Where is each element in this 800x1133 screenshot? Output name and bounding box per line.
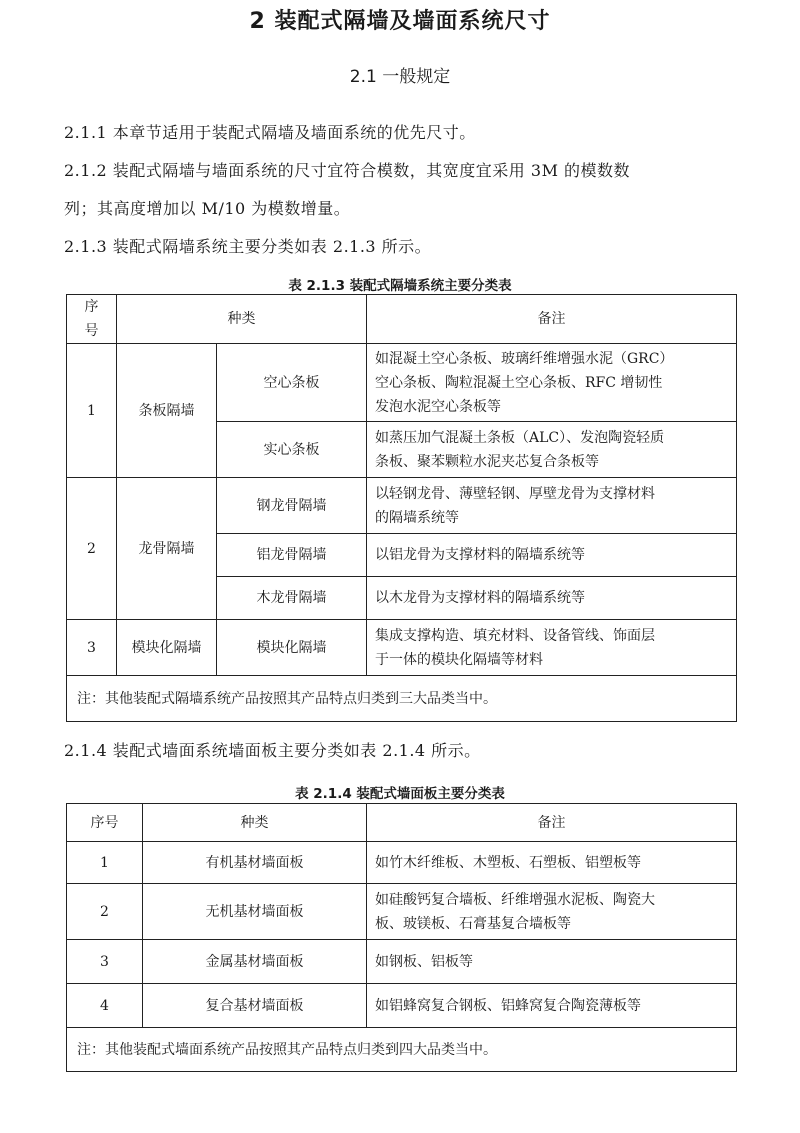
row-subtype: 钢龙骨隔墙 <box>217 478 367 534</box>
row-subtype: 铝龙骨隔墙 <box>217 534 367 577</box>
table-2-1-3-caption: 表 2.1.3 装配式隔墙系统主要分类表 <box>288 278 512 294</box>
table-row <box>67 842 737 884</box>
row-remark: 以轻钢龙骨、薄壁轻钢、厚壁龙骨为支撑材料 的隔墙系统等 <box>367 478 737 534</box>
paragraph-2-1-1: 2.1.1 本章节适用于装配式隔墙及墙面系统的优先尺寸。 <box>64 123 476 142</box>
table-note: 注：其他装配式隔墙系统产品按照其产品特点归类到三大品类当中。 <box>67 676 737 722</box>
paragraph-2-1-2-line2: 列；其高度增加以 M/10 为模数增量。 <box>64 199 351 218</box>
row-remark: 集成支撑构造、填充材料、设备管线、饰面层 于一体的模块化隔墙等材料 <box>367 620 737 676</box>
row-type: 无机基材墙面板 <box>143 884 367 940</box>
row-category: 条板隔墙 <box>117 344 217 478</box>
header-type: 种类 <box>143 804 367 842</box>
section-heading: 2.1 一般规定 <box>349 67 451 87</box>
row-no: 3 <box>67 940 143 984</box>
row-no: 3 <box>67 620 117 676</box>
header-remark: 备注 <box>367 804 737 842</box>
row-subtype: 模块化隔墙 <box>217 620 367 676</box>
chapter-heading: 2 装配式隔墙及墙面系统尺寸 <box>249 9 551 34</box>
row-remark: 以铝龙骨为支撑材料的隔墙系统等 <box>367 534 737 577</box>
row-remark: 如硅酸钙复合墙板、纤维增强水泥板、陶瓷大 板、玻镁板、石膏基复合墙板等 <box>367 884 737 940</box>
row-no: 1 <box>67 842 143 884</box>
row-remark: 如铝蜂窝复合钢板、铝蜂窝复合陶瓷薄板等 <box>367 984 737 1028</box>
paragraph-2-1-2-line1: 2.1.2 装配式隔墙与墙面系统的尺寸宜符合模数，其宽度宜采用 3M 的模数数 <box>64 161 631 180</box>
row-no: 2 <box>67 884 143 940</box>
row-no: 1 <box>67 344 117 478</box>
table-note-row <box>67 1028 737 1072</box>
row-subtype: 实心条板 <box>217 422 367 478</box>
row-remark: 以木龙骨为支撑材料的隔墙系统等 <box>367 577 737 620</box>
header-no: 序 号 <box>67 295 117 344</box>
table-row <box>67 344 737 422</box>
header-no: 序号 <box>67 804 143 842</box>
row-remark: 如钢板、铝板等 <box>367 940 737 984</box>
table-row <box>67 620 737 676</box>
row-type: 金属基材墙面板 <box>143 940 367 984</box>
header-remark: 备注 <box>367 295 737 344</box>
table-row <box>67 940 737 984</box>
row-subtype: 空心条板 <box>217 344 367 422</box>
row-no: 4 <box>67 984 143 1028</box>
row-remark: 如竹木纤维板、木塑板、石塑板、铝塑板等 <box>367 842 737 884</box>
row-no: 2 <box>67 478 117 620</box>
header-type: 种类 <box>117 295 367 344</box>
table-2-1-4 <box>66 803 737 1072</box>
table-row <box>67 478 737 534</box>
table-row <box>67 984 737 1028</box>
row-category: 龙骨隔墙 <box>117 478 217 620</box>
row-remark: 如混凝土空心条板、玻璃纤维增强水泥（GRC） 空心条板、陶粒混凝土空心条板、RFC 增韧性 发泡水泥空心条板等 <box>367 344 737 422</box>
row-category: 模块化隔墙 <box>117 620 217 676</box>
table-2-1-3 <box>66 294 737 722</box>
paragraph-2-1-4: 2.1.4 装配式墙面系统墙面板主要分类如表 2.1.4 所示。 <box>64 741 481 760</box>
row-type: 复合基材墙面板 <box>143 984 367 1028</box>
row-subtype: 木龙骨隔墙 <box>217 577 367 620</box>
table-note: 注：其他装配式墙面系统产品按照其产品特点归类到四大品类当中。 <box>67 1028 737 1072</box>
table-header-row <box>67 295 737 344</box>
table-note-row <box>67 676 737 722</box>
row-remark: 如蒸压加气混凝土条板（ALC）、发泡陶瓷轻质 条板、聚苯颗粒水泥夹芯复合条板等 <box>367 422 737 478</box>
table-row <box>67 884 737 940</box>
table-2-1-4-caption: 表 2.1.4 装配式墙面板主要分类表 <box>295 786 505 802</box>
row-type: 有机基材墙面板 <box>143 842 367 884</box>
table-header-row <box>67 804 737 842</box>
paragraph-2-1-3: 2.1.3 装配式隔墙系统主要分类如表 2.1.3 所示。 <box>64 237 432 256</box>
